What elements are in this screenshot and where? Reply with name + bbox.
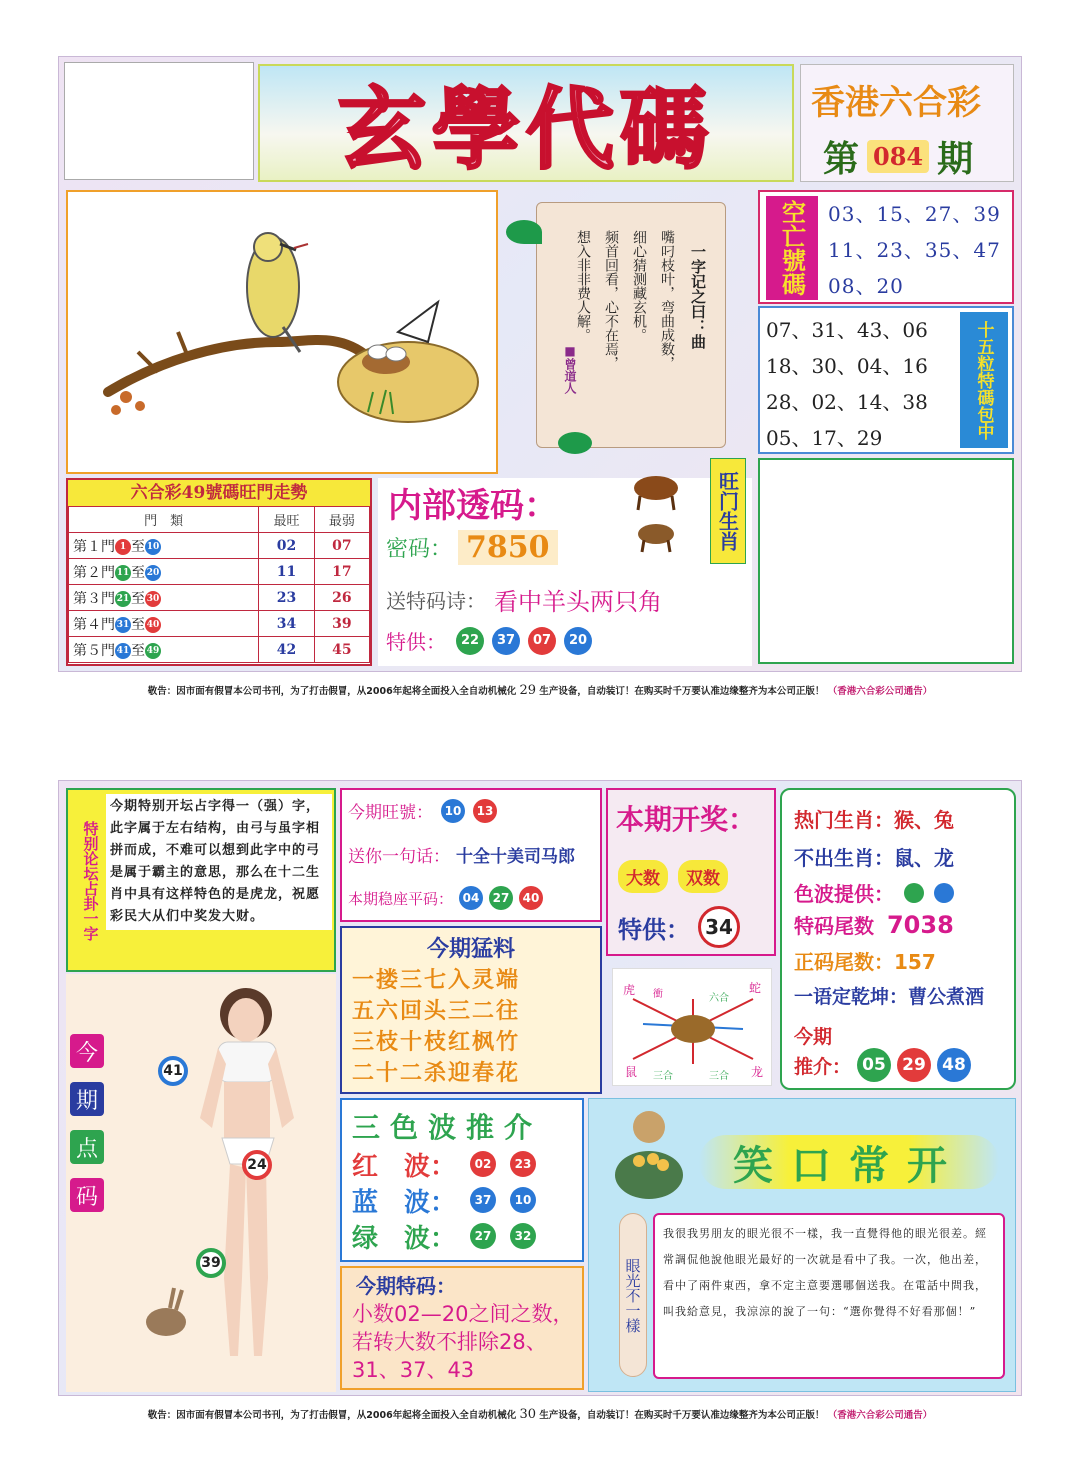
tri-wave-title: 三色波推介: [352, 1111, 543, 1144]
out-label: 不出生肖：: [794, 846, 894, 870]
steady-balls: [459, 886, 543, 910]
forum-box: [66, 788, 336, 972]
trend-sep: 至: [131, 590, 145, 607]
trend-door-label: 第２門: [73, 564, 115, 581]
tri-wave-label: 红 波：: [352, 1151, 457, 1182]
notice-text-a-2: 敬告：因市面有假冒本公司书刊，为了打击假冒，从2006年起将全面投入全自动机械化: [147, 1410, 517, 1421]
kong-wang-row-2: 11、23、35、47: [828, 238, 1001, 262]
issue-prefix: 第: [823, 138, 860, 180]
tema-box: [340, 1266, 584, 1390]
number-ball: 27: [489, 886, 513, 910]
number-ball: 13: [473, 799, 497, 823]
diag-label-sanhe-2: 三合: [709, 1071, 729, 1082]
special-balls: [456, 627, 592, 655]
joke-title-banner: [699, 1135, 999, 1189]
poem-lines: [572, 230, 678, 370]
fifteen-label: 十五粒特碼包中: [960, 312, 1008, 448]
trend-best-cell: 11: [259, 559, 314, 585]
notice-company-2: （香港六合彩公司通告）: [827, 1410, 933, 1421]
rec-balls: [857, 1048, 971, 1082]
poem-title: 一字记之曰：曲: [689, 244, 707, 349]
rec-line: [794, 1048, 971, 1082]
tema-title: 今期特码：: [356, 1274, 456, 1298]
wave-line: [794, 878, 954, 907]
trend-header-best: 最旺: [259, 507, 314, 533]
inner-title: 内部透码：: [388, 486, 558, 526]
trend-door-label: 第４門: [73, 616, 115, 633]
point-label-1: 今: [70, 1034, 104, 1068]
diag-label-tiger: 虎: [623, 983, 636, 997]
tail-value: 7038: [886, 911, 954, 939]
number-ball: 02: [470, 1151, 496, 1177]
tail-line: [794, 910, 954, 939]
trend-header-worst: 最弱: [314, 507, 369, 533]
trend-row: [69, 611, 370, 637]
password-line: [386, 530, 558, 565]
kong-wang-row-1: 03、15、27、39: [828, 202, 1001, 226]
kong-wang-numbers: [828, 196, 1001, 304]
out-line: [794, 842, 954, 871]
issue-line: [823, 131, 973, 182]
special-label: 特供：: [386, 630, 446, 654]
issue-box: [800, 64, 1014, 182]
trend-table: [68, 506, 370, 663]
tri-wave-rows: [352, 1146, 536, 1254]
joke-text: 我很我男朋友的眼光很不一樣，我一直覺得他的眼光很差。經常調侃他說他眼光最好的一次就是看中了我。一次，他出差，看中了兩件東西，拿不定主意要選哪個送我。在電話中問我，叫我給意見，我涼涼的說了一句：“選你覺得不好看那個！”: [653, 1213, 1005, 1379]
trend-sep: 至: [131, 538, 145, 555]
trend-to-ball: 30: [145, 591, 161, 607]
point-label-4: 码: [70, 1178, 104, 1212]
money-bag-icon: [609, 1105, 689, 1205]
number-ball: 07: [528, 627, 556, 655]
trend-to-ball: 10: [145, 539, 161, 555]
lottery-special-line: [618, 906, 740, 948]
poem-line-1: 嘴叼枝叶，弯曲成数，: [659, 230, 675, 370]
model-area: [66, 974, 336, 1392]
poem-line-2: 细心猜测藏玄机。: [631, 230, 647, 342]
forum-label: 特别论坛占卦一字: [81, 821, 100, 941]
number-ball: 27: [470, 1223, 496, 1249]
trend-worst-cell: 45: [314, 637, 369, 663]
meng-line-4: 二十二杀迎春花: [352, 1061, 521, 1086]
notice-page-30: [0, 1407, 1080, 1422]
trend-row: [69, 533, 370, 559]
trend-row: [69, 559, 370, 585]
poem-scroll: [506, 192, 752, 462]
trend-worst-cell: 07: [314, 533, 369, 559]
trend-door-cell: [69, 533, 259, 559]
notice-text-a: 敬告：因市面有假冒本公司书刊，为了打击假冒，从2006年起将全面投入全自动机械化: [147, 686, 517, 697]
trend-best-cell: 23: [259, 585, 314, 611]
number-ball: 10: [510, 1187, 536, 1213]
number-ball: 48: [937, 1048, 971, 1082]
trend-from-ball: 11: [115, 565, 131, 581]
trend-from-ball: 41: [115, 643, 131, 659]
ztail-value: 157: [894, 950, 936, 974]
page-number-30: 30: [519, 1407, 537, 1422]
kong-wang-label: 空亡號碼: [766, 196, 818, 300]
model-ball-3: 39: [196, 1248, 226, 1278]
number-ball: 05: [857, 1048, 891, 1082]
poem2-line: [386, 582, 662, 617]
trend-to-ball: 20: [145, 565, 161, 581]
diag-label-snake: 蛇: [749, 981, 762, 995]
forum-text: 今期特别开坛占字得一（强）字，此字属于左右结构，由弓与虽字相拼而成，不难可以想到此字中的弓是属于霸主的意思，那么在十二生肖中具有这样特色的是虎龙，祝愿彩民大从们中奖发大财。: [106, 794, 332, 930]
hot-label: 热门生肖：: [794, 808, 894, 832]
issue-suffix: 期: [937, 138, 974, 180]
special-line: [386, 626, 592, 655]
joke-box: [588, 1098, 1016, 1392]
number-ball: 40: [519, 886, 543, 910]
ox-goat-icon: [626, 466, 686, 556]
poem-signature: ■曾道人: [563, 344, 577, 394]
tri-wave-row: [352, 1218, 536, 1254]
inner-code-box: [378, 471, 752, 666]
trend-table-box: [66, 478, 372, 666]
number-ball: 20: [564, 627, 592, 655]
wang-label: 今期旺號：: [348, 803, 433, 823]
notice-page-29: [0, 683, 1080, 698]
password-label: 密码：: [386, 537, 453, 562]
tema-text: 小数02—20之间之数，若转大数不排除28、31、37、43: [352, 1302, 574, 1382]
rec-label-2: 推介：: [794, 1055, 852, 1078]
lottery-tag-big: 大数: [618, 860, 668, 893]
lottery-special-label: 特供：: [618, 915, 690, 944]
fifteen-box: [758, 306, 1014, 454]
ztail-line: [794, 946, 936, 975]
scroll-roll-top: [506, 220, 542, 244]
trend-sep: 至: [131, 642, 145, 659]
point-label-2: 期: [70, 1082, 104, 1116]
password-value: 7850: [458, 530, 558, 565]
trend-door-label: 第１門: [73, 538, 115, 555]
diag-label-chong: 衝: [653, 989, 663, 1000]
meng-title: 今期猛料: [426, 937, 515, 962]
trend-sep: 至: [131, 616, 145, 633]
phrase-label: 送你一句话：: [348, 847, 450, 867]
title-banner: [258, 64, 794, 182]
blank-box-right: [758, 458, 1014, 664]
wave-dot-green: [904, 883, 924, 903]
tri-wave-label: 绿 波：: [352, 1223, 457, 1254]
meng-box: [340, 926, 602, 1094]
hot-value: 猴、兔: [894, 808, 954, 832]
joke-side-label: 眼光不一樣: [619, 1213, 647, 1377]
kong-wang-box: [758, 190, 1014, 304]
phrase-value: 十全十美司马郎: [456, 847, 575, 867]
trend-best-cell: 42: [259, 637, 314, 663]
number-ball: 22: [456, 627, 484, 655]
number-ball: 37: [492, 627, 520, 655]
trend-door-label: 第３門: [73, 590, 115, 607]
notice-text-b-2: 生产设备，自动装订！在购买时千万要认准边缘整齐为本公司正版！: [539, 1410, 825, 1421]
trend-to-ball: 49: [145, 643, 161, 659]
bird-drawing: [68, 192, 496, 472]
lottery-special-ball: 34: [698, 906, 740, 948]
diag-label-rat: 鼠: [625, 1065, 638, 1079]
page-number-29: 29: [519, 683, 537, 698]
tri-wave-row: [352, 1146, 536, 1182]
steady-label: 本期稳座平码：: [348, 889, 454, 908]
poem2-label: 送特码诗：: [386, 589, 486, 613]
trend-from-ball: 21: [115, 591, 131, 607]
issue-number: 084: [867, 140, 929, 173]
lottery-tags: [618, 860, 728, 893]
fifteen-row-3: 28、02、14、38: [766, 390, 928, 414]
tail-label: 特码尾数: [794, 914, 874, 938]
trend-door-cell: [69, 637, 259, 663]
wang-line: [348, 798, 497, 823]
trend-door-label: 第５門: [73, 642, 115, 659]
bird-illustration: [66, 190, 498, 474]
diag-label-dragon: 龙: [751, 1065, 764, 1079]
lottery-box: [606, 788, 776, 956]
model-ball-2: 24: [242, 1150, 272, 1180]
meng-line-1: 一搂三七入灵端: [352, 968, 521, 993]
steady-line: [348, 886, 543, 910]
trend-door-cell: [69, 559, 259, 585]
blank-box-top-left: [64, 62, 254, 180]
phrase-line: [348, 842, 575, 867]
meng-line-2: 五六回头三二往: [352, 999, 521, 1024]
meng-line-3: 三枝十枝红枫竹: [352, 1030, 521, 1055]
trend-header-door: 門 類: [69, 507, 259, 533]
page-title: 玄學代碼: [337, 77, 714, 181]
trend-worst-cell: 39: [314, 611, 369, 637]
brand-name: 香港六合彩: [811, 83, 981, 123]
poem-line-4: 想入非非费人解。: [575, 230, 591, 342]
model-figure: [126, 978, 326, 1388]
fifteen-numbers: [766, 312, 928, 456]
zodiac-box: [780, 788, 1016, 1090]
poem2-value: 看中羊头两只角: [494, 588, 662, 616]
wave-dot-blue: [934, 883, 954, 903]
trend-worst-cell: 17: [314, 559, 369, 585]
trend-title: 六合彩49號碼旺門走勢: [68, 480, 370, 506]
wang-men-label: 旺门生肖: [710, 458, 746, 564]
trend-row: [69, 637, 370, 663]
diag-label-liuhe: 六合: [709, 993, 729, 1004]
trend-from-ball: 31: [115, 617, 131, 633]
rec-label-1: 今期: [794, 1026, 833, 1048]
fifteen-row-1: 07、31、43、06: [766, 318, 928, 342]
kong-wang-row-3: 08、20: [828, 274, 904, 298]
trend-best-cell: 02: [259, 533, 314, 559]
trend-to-ball: 40: [145, 617, 161, 633]
model-ball-1: 41: [158, 1056, 188, 1086]
number-ball: 29: [897, 1048, 931, 1082]
trend-best-cell: 34: [259, 611, 314, 637]
notice-company: （香港六合彩公司通告）: [827, 686, 933, 697]
out-value: 鼠、龙: [894, 846, 954, 870]
wave-label: 色波提供：: [794, 882, 894, 906]
number-ball: 23: [510, 1151, 536, 1177]
yiyu-line: [794, 982, 984, 1009]
number-ball: 10: [441, 799, 465, 823]
lottery-tag-even: 双数: [678, 860, 728, 893]
number-ball: 37: [470, 1187, 496, 1213]
trend-sep: 至: [131, 564, 145, 581]
hot-line: [794, 804, 954, 833]
zodiac-diagram: [612, 968, 772, 1086]
notice-text-b: 生产设备，自动装订！在购买时千万要认准边缘整齐为本公司正版！: [539, 686, 825, 697]
wang-balls: [441, 799, 497, 823]
point-label-3: 点: [70, 1130, 104, 1164]
number-ball: 04: [459, 886, 483, 910]
meng-lines: [342, 963, 600, 1091]
point-label: [70, 1034, 104, 1212]
yiyu-label: 一语定乾坤：: [794, 986, 909, 1008]
trend-door-cell: [69, 585, 259, 611]
wang-box: [340, 788, 602, 922]
number-ball: 32: [510, 1223, 536, 1249]
trend-worst-cell: 26: [314, 585, 369, 611]
scroll-roll-bottom: [558, 432, 592, 454]
tri-wave-row: [352, 1182, 536, 1218]
diag-label-sanhe-1: 三合: [653, 1071, 673, 1082]
yiyu-value: 曹公煮酒: [908, 986, 985, 1008]
joke-title: 笑口常开: [733, 1142, 965, 1189]
fifteen-row-4: 05、17、29: [766, 426, 883, 450]
ztail-label: 正码尾数：: [794, 950, 894, 974]
tri-wave-box: [340, 1098, 584, 1262]
tri-wave-label: 蓝 波：: [352, 1187, 457, 1218]
trend-row: [69, 585, 370, 611]
poem-line-3: 频首回看，心不在焉，: [603, 230, 619, 370]
trend-door-cell: [69, 611, 259, 637]
trend-from-ball: 1: [115, 539, 131, 555]
lottery-title: 本期开奖：: [616, 803, 757, 836]
fifteen-row-2: 18、30、04、16: [766, 354, 928, 378]
